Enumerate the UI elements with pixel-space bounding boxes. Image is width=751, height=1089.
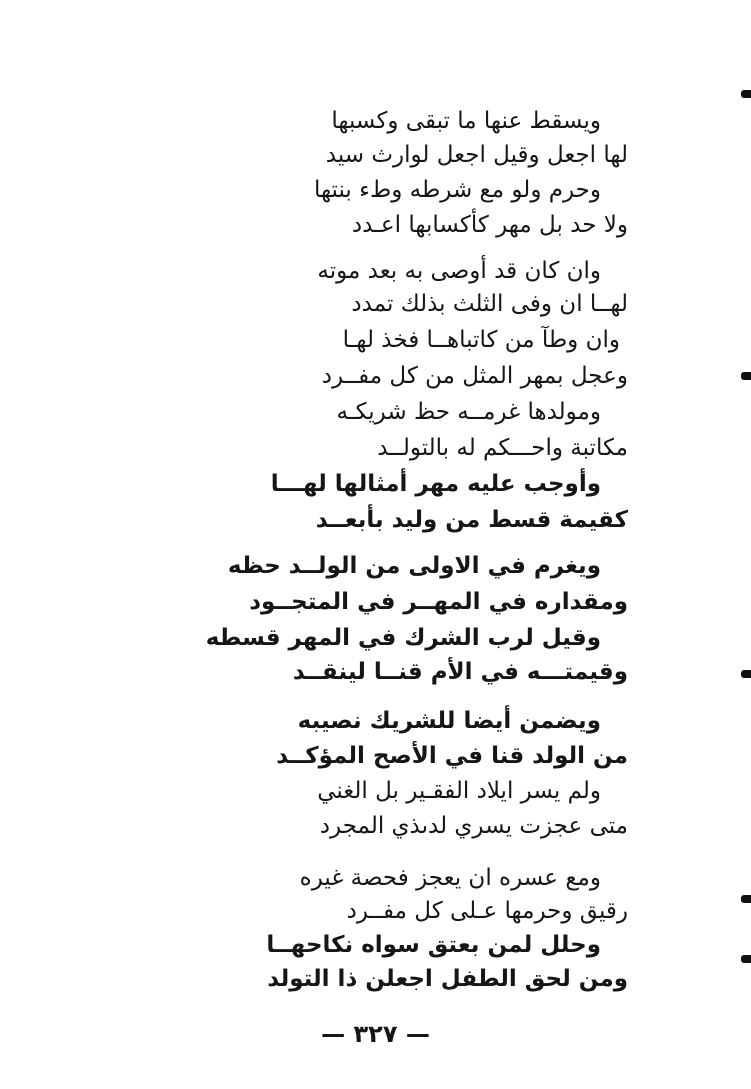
verse-line: ويغرم في الاولى من الولــد حظه [227,553,601,579]
verse-line: ويضمن أيضا للشريك نصيبه [297,708,601,734]
scan-edge-mark [741,895,751,903]
verse-line: وان كان قد أوصى به بعد موته [317,258,601,284]
verse-line: وقيل لرب الشرك في المهر قسطه [205,625,601,651]
scan-edge-mark [741,670,751,678]
page-number: — ٣٢٧ — [321,1020,430,1048]
verse-line: ولا حد بل مهر كأكسابها اعـدد [351,212,628,238]
verse-line: وحلل لمن بعتق سواه نكاحهــا [266,932,601,958]
verse-line: من الولد قنا في الأصح المؤكــد [276,743,628,769]
verse-line: ولم يسر ايلاد الفقـير بل الغني [317,778,601,804]
verse-line: لهــا ان وفى الثلث بذلك تمدد [351,291,628,317]
verse-line: ومع عسره ان يعجز فحصة غيره [299,865,601,891]
verse-line: ويسقط عنها ما تبقى وكسبها [331,108,601,134]
verse-line: ومن لحق الطفل اجعلن ذا التولد [267,966,628,992]
scan-edge-mark [741,372,751,380]
verse-line: مكاتبة واحـــكم له بالتولــد [377,435,628,461]
verse-line: كقيمة قسط من وليد بأبعــد [315,507,628,533]
verse-line: وأوجب عليه مهر أمثالها لهـــا [270,471,601,497]
scan-edge-mark [741,955,751,963]
verse-line: ومقداره في المهــر في المتجــود [249,589,628,615]
verse-line: متى عجزت يسري لدىذي المجرد [319,813,628,839]
verse-line: ومولدها غرمــه حظ شريكـه [336,399,601,425]
verse-line: رقيق وحرمها عـلى كل مفــرد [346,898,628,924]
scan-edge-mark [741,90,751,98]
verse-line: وان وطآ من كاتباهــا فخذ لهـا [342,327,620,353]
verse-line: وحرم ولو مع شرطه وطء بنتها [313,177,601,203]
verse-line: وعجل بمهر المثل من كل مفــرد [321,363,628,389]
verse-line: لها اجعل وقيل اجعل لوارث سيد [325,142,628,168]
verse-line: وقيمتـــه في الأم قنــا لينقــد [292,659,628,685]
